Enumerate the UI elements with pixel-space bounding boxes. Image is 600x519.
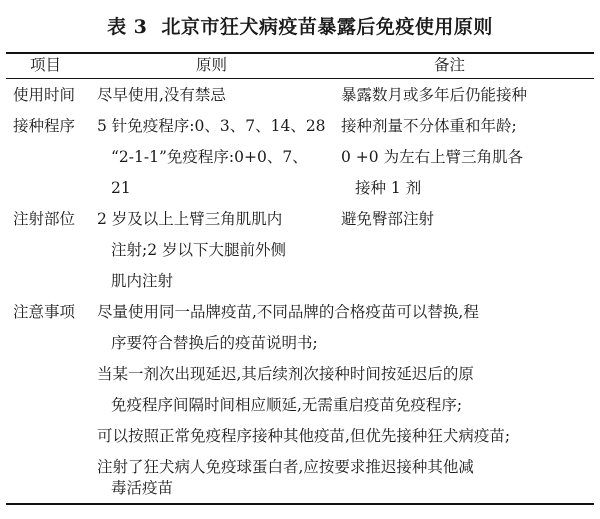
- table-caption: [0, 12, 600, 39]
- row-site-principle-2: 注射;2 岁以下大腿前外侧: [111, 241, 287, 259]
- row-site-item: 注射部位: [13, 210, 76, 228]
- row-notes-line-5: 可以按照正常免疫程序接种其他疫苗,但优先接种狂犬病疫苗;: [97, 427, 511, 445]
- header-item: 项目: [30, 56, 62, 74]
- header-rule: [6, 78, 594, 79]
- row-notes-line-7: 毒活疫苗: [111, 479, 174, 497]
- row-schedule-principle-3: 21: [111, 179, 131, 197]
- row-usage-time-item: 使用时间: [13, 86, 76, 104]
- top-rule: [6, 52, 594, 54]
- row-usage-time-note: 暴露数月或多年后仍能接种: [341, 86, 528, 104]
- header-principle: 原则: [196, 56, 228, 74]
- row-notes-item: 注意事项: [13, 303, 76, 321]
- row-schedule-note-1: 接种剂量不分体重和年龄;: [341, 117, 517, 135]
- row-usage-time-principle: 尽早使用,没有禁忌: [97, 86, 226, 104]
- row-schedule-principle-1: 5 针免疫程序:0、3、7、14、28: [97, 117, 326, 135]
- bottom-rule: [6, 503, 594, 505]
- row-site-note: 避免臀部注射: [341, 210, 435, 228]
- row-schedule-note-2: 0 +0 为左右上臂三角肌各: [341, 148, 524, 166]
- row-site-principle-1: 2 岁及以上上臂三角肌肌内: [97, 210, 283, 228]
- table-title: 北京市狂犬病疫苗暴露后免疫使用原则: [161, 16, 493, 38]
- row-notes-line-4: 免疫程序间隔时间相应顺延,无需重启疫苗免疫程序;: [111, 396, 463, 414]
- row-notes-line-6: 注射了狂犬病人免疫球蛋白者,应按要求推迟接种其他减: [97, 458, 474, 476]
- row-notes-line-3: 当某一剂次出现延迟,其后续剂次接种时间按延迟后的原: [97, 365, 474, 383]
- table-number: 表 3: [107, 16, 148, 38]
- row-schedule-note-3: 接种 1 剂: [355, 179, 422, 197]
- row-notes-line-1: 尽量使用同一品牌疫苗,不同品牌的合格疫苗可以替换,程: [97, 303, 479, 321]
- row-notes-line-2: 序要符合替换后的疫苗说明书;: [111, 334, 318, 352]
- row-site-principle-3: 肌内注射: [111, 272, 174, 290]
- row-schedule-item: 接种程序: [13, 117, 76, 135]
- row-schedule-principle-2: “2-1-1”免疫程序:0+0、7、: [111, 148, 308, 166]
- header-note: 备注: [434, 56, 466, 74]
